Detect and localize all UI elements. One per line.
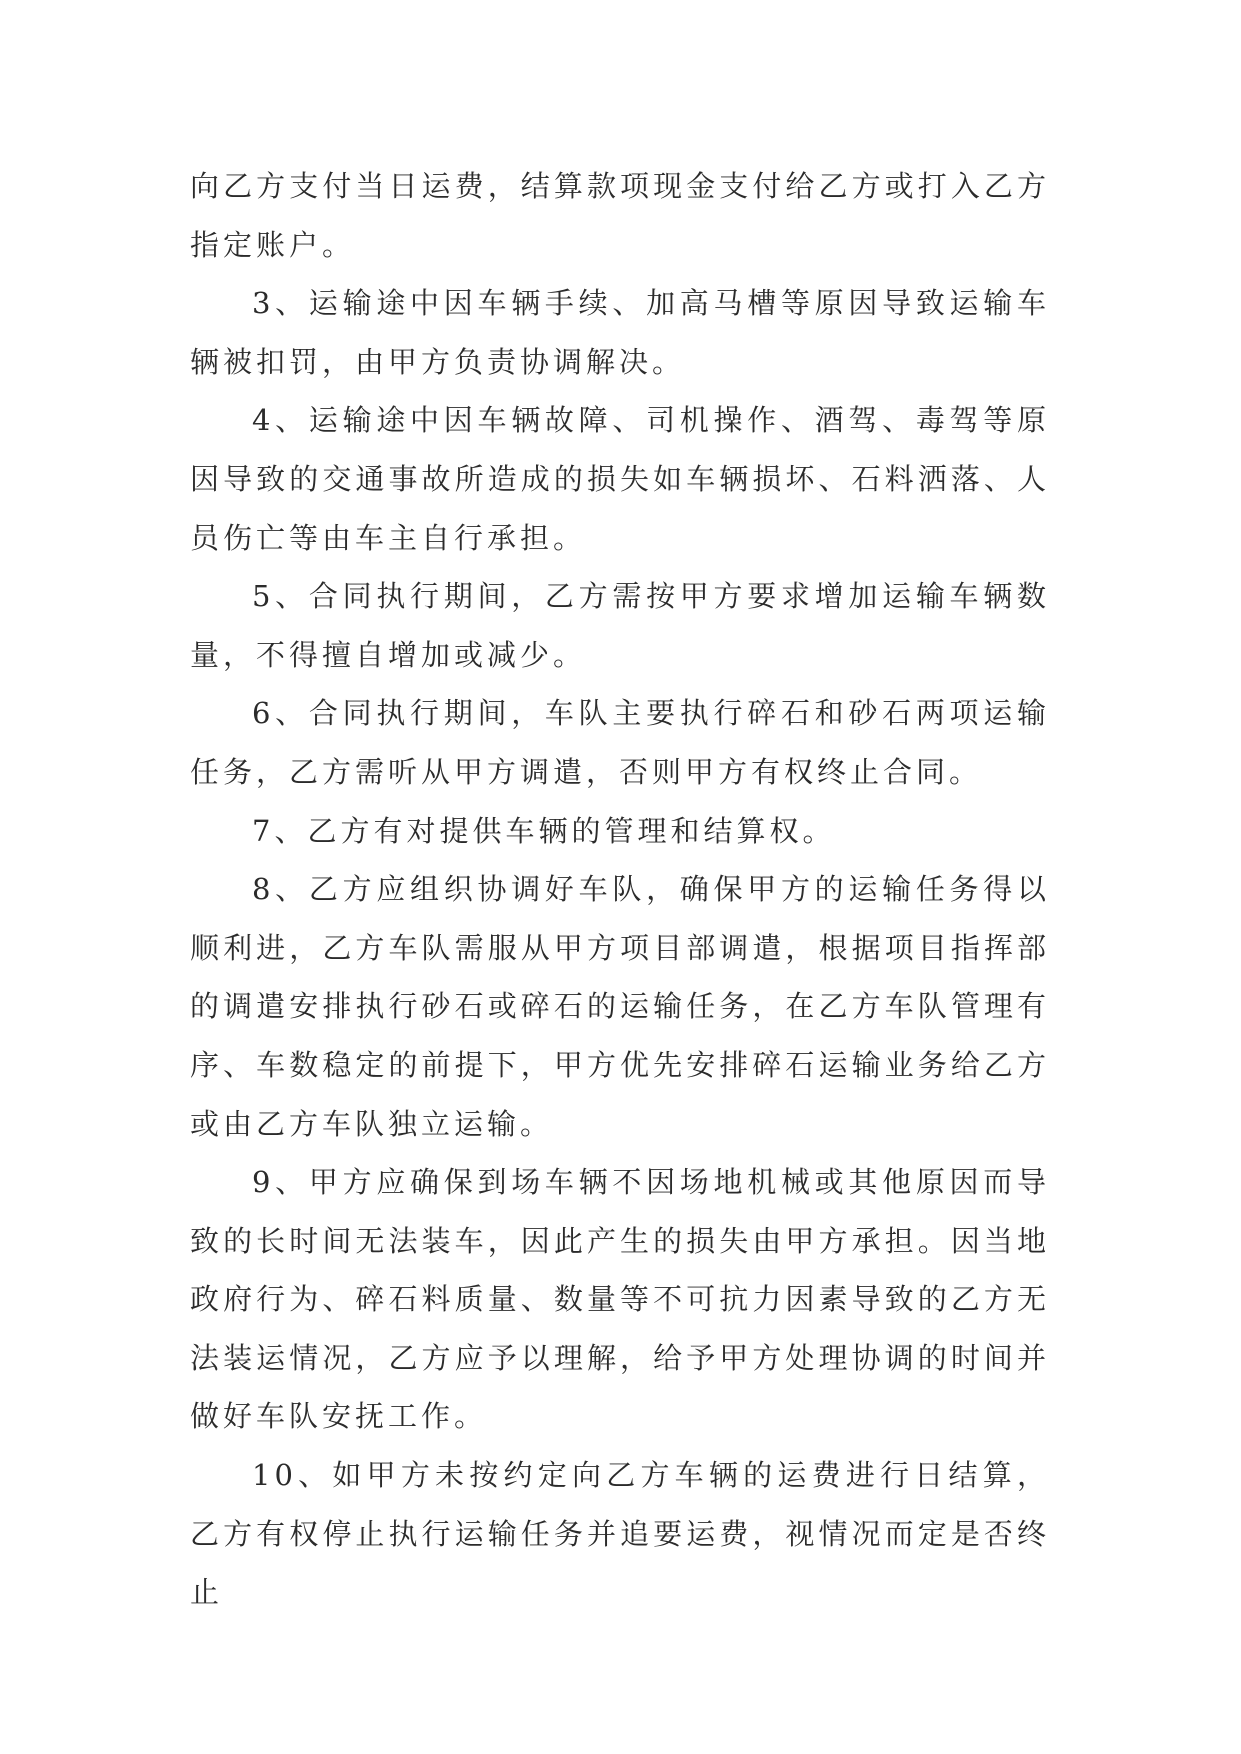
paragraph-continuation: 向乙方支付当日运费，结算款项现金支付给乙方或打入乙方指定账户。 (190, 169, 1050, 262)
document-body (190, 157, 1050, 1622)
paragraph-clause-5: 5、合同执行期间，乙方需按甲方要求增加运输车辆数量，不得擅自增加或减少。 (190, 579, 1050, 672)
paragraph-clause-10: 10、如甲方未按约定向乙方车辆的运费进行日结算，乙方有权停止执行运输任务并追要运费，视情况而定是否终止 (190, 1458, 1050, 1610)
paragraph-clause-9: 9、甲方应确保到场车辆不因场地机械或其他原因而导致的长时间无法装车，因此产生的损失由甲方承担。因当地政府行为、碎石料质量、数量等不可抗力因素导致的乙方无法装运情况，乙方应予以理解，给予甲方处理协调的时间并做好车队安抚工作。 (190, 1165, 1050, 1434)
paragraph-clause-3: 3、运输途中因车辆手续、加高马槽等原因导致运输车辆被扣罚，由甲方负责协调解决。 (190, 286, 1050, 379)
paragraph-clause-8: 8、乙方应组织协调好车队，确保甲方的运输任务得以顺利进，乙方车队需服从甲方项目部调遣，根据项目指挥部的调遣安排执行砂石或碎石的运输任务，在乙方车队管理有序、车数稳定的前提下，甲方优先安排碎石运输业务给乙方或由乙方车队独立运输。 (190, 872, 1050, 1141)
paragraph-clause-6: 6、合同执行期间，车队主要执行碎石和砂石两项运输任务，乙方需听从甲方调遣，否则甲方有权终止合同。 (190, 696, 1050, 789)
paragraph-clause-7: 7、乙方有对提供车辆的管理和结算权。 (252, 813, 836, 848)
paragraph-clause-4: 4、运输途中因车辆故障、司机操作、酒驾、毒驾等原因导致的交通事故所造成的损失如车辆损坏、石料洒落、人员伤亡等由车主自行承担。 (190, 403, 1050, 555)
